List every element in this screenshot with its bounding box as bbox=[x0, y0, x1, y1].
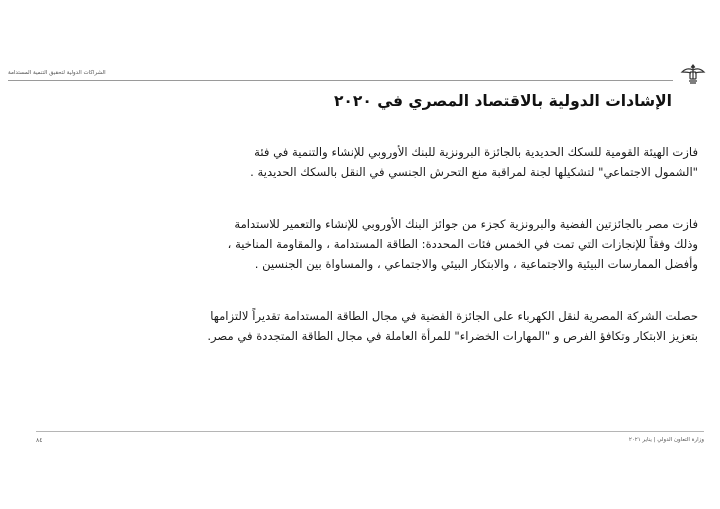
text-line: وذلك وفقاً للإنجازات التي تمت في الخمس فئات المحددة: الطاقة المستدامة ، والمقاومة المناخية ، bbox=[227, 237, 698, 251]
paragraph bbox=[98, 142, 698, 182]
text-line: فازت مصر بالجائزتين الفضية والبرونزية كجزء من جوائز البنك الأوروبي للإنشاء والتعمير للاستدامة bbox=[234, 217, 698, 231]
body-text bbox=[98, 142, 698, 346]
paragraph bbox=[98, 306, 698, 346]
page-title: الإشادات الدولية بالاقتصاد المصري في ٢٠٢٠ bbox=[333, 92, 672, 110]
header-caption: الشراكات الدولية لتحقيق التنمية المستدامة bbox=[8, 70, 106, 76]
page-number: ٨٤ bbox=[36, 437, 43, 444]
header-divider bbox=[8, 80, 673, 81]
text-line: فازت الهيئة القومية للسكك الحديدية بالجائزة البرونزية للبنك الأوروبي للإنشاء والتنمية في فئة bbox=[254, 145, 698, 159]
footer-divider bbox=[36, 431, 704, 432]
footer-publication: وزارة التعاون الدولي | يناير ٢٠٢١ bbox=[628, 437, 704, 443]
text-line: حصلت الشركة المصرية لنقل الكهرباء على الجائزة الفضية في مجال الطاقة المستدامة تقديراً لالتزامها bbox=[210, 309, 698, 323]
text-line: وأفضل الممارسات البيئية والاجتماعية ، والابتكار البيئي والاجتماعي ، والمساواة بين الجنسين . bbox=[254, 257, 698, 271]
text-line: بتعزيز الابتكار وتكافؤ الفرص و "المهارات الخضراء" للمرأة العاملة في مجال الطاقة المتجددة في مصر. bbox=[207, 329, 698, 343]
eagle-emblem-icon bbox=[680, 62, 706, 86]
text-line: "الشمول الاجتماعي" لتشكيلها لجنة لمراقبة منع التحرش الجنسي في النقل بالسكك الحديدية . bbox=[250, 165, 698, 179]
paragraph bbox=[98, 214, 698, 274]
